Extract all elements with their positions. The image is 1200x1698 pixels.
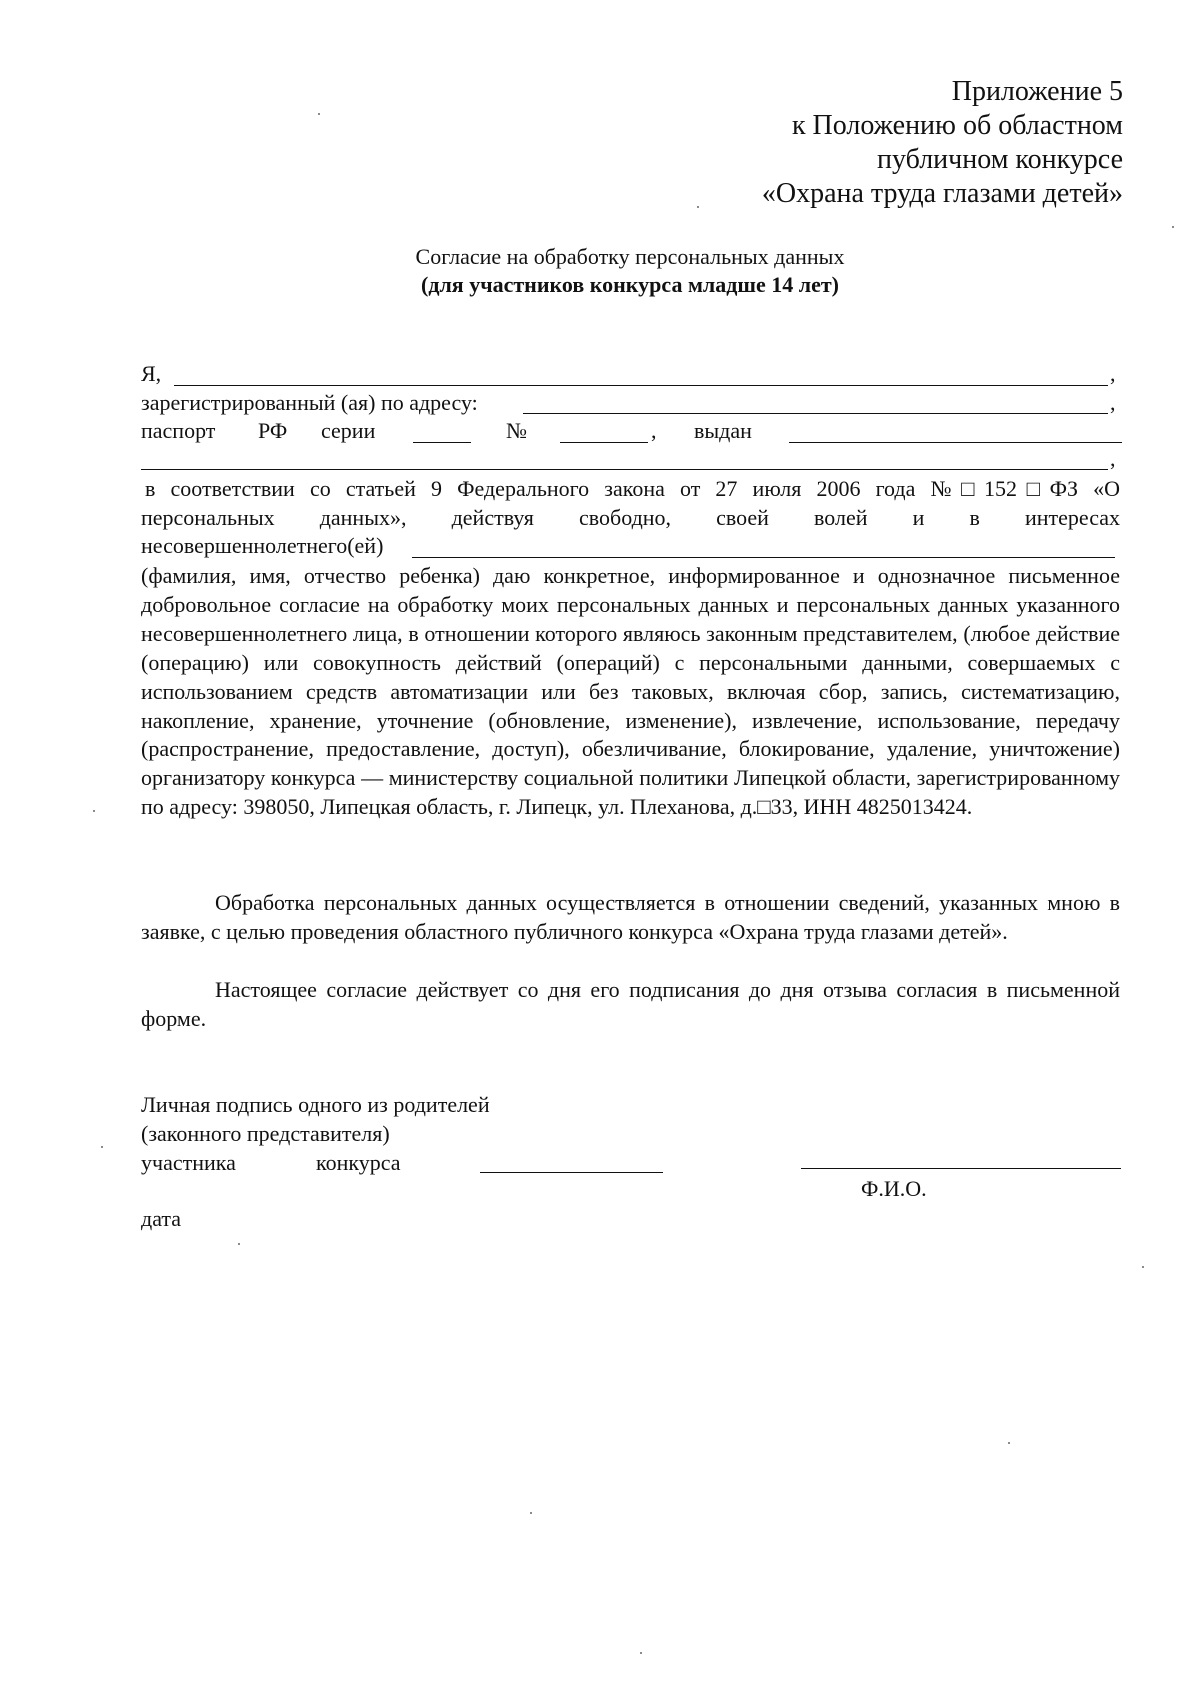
signature-label-line-3b: конкурса: [316, 1150, 401, 1175]
issued-by-continuation-field[interactable]: [141, 469, 1108, 470]
scan-speck: [238, 1243, 240, 1245]
scan-speck: [93, 810, 95, 812]
minor-label: несовершеннолетнего(ей): [141, 533, 384, 558]
child-name-field[interactable]: [412, 557, 1115, 558]
registered-address-label: зарегистрированный (ая) по адресу:: [141, 390, 478, 415]
validity-paragraph: Настоящее согласие действует со дня его подписания до дня отзыва согласия в письменной форме.: [141, 977, 1120, 1031]
address-field[interactable]: [523, 413, 1108, 414]
signature-label-line-2: (законного представителя): [141, 1121, 390, 1146]
full-name-field[interactable]: [174, 385, 1108, 386]
scan-speck: [1172, 226, 1174, 228]
scan-speck: [318, 113, 320, 115]
series-label: серии: [321, 418, 376, 443]
comma-mark: ,: [1110, 361, 1116, 386]
scan-speck: [1008, 1442, 1010, 1444]
comma-mark: ,: [651, 418, 657, 443]
body-line-2: персональных данных», действуя свободно, своей волей и в интересах: [141, 505, 1120, 530]
issued-label: выдан: [694, 418, 752, 443]
comma-mark: ,: [1110, 390, 1116, 415]
processing-paragraph: Обработка персональных данных осуществляется в отношении сведений, указанных мною в заявке, с целью проведения областного публичного конкурса «Охрана труда глазами детей».: [141, 890, 1120, 944]
appendix-line-4: «Охрана труда глазами детей»: [761, 178, 1123, 209]
scan-speck: [697, 206, 699, 208]
appendix-line-3: публичном конкурсе: [877, 144, 1123, 175]
document-subtitle: (для участников конкурса младше 14 лет): [421, 272, 839, 297]
passport-series-field[interactable]: [413, 442, 471, 443]
signature-field[interactable]: [480, 1172, 663, 1173]
scan-speck: [530, 1512, 532, 1514]
document-title: Согласие на обработку персональных данных: [415, 244, 845, 269]
date-label: дата: [141, 1206, 182, 1231]
issued-by-field[interactable]: [789, 442, 1122, 443]
rf-label: РФ: [258, 418, 288, 443]
signature-label-line-3a: участника: [141, 1150, 236, 1175]
main-paragraph: (фамилия, имя, отчество ребенка) даю конкретное, информированное и однозначное письменное добровольное согласие на обработку моих персональных данных и персональных данных указанного несовершеннолетнего лица, в отношении которого являюсь законным представителем, (любое действие (операцию) или совокупность действий (операций) с персональными данными, совершаемых с использованием средств автоматизации или без таковых, включая сбор, запись, систематизацию, накопление, хранение, уточнение (обновление, изменение), извлечение, использование, передачу (распространение, предоставление, доступ), обезличивание, блокирование, удаление, уничтожение) организатору конкурса — министерству социальной политики Липецкой области, зарегистрированному по адресу: 398050, Липецкая область, г. Липецк, ул. Плеханова, д.□33, ИНН 4825013424.: [141, 563, 1120, 820]
number-label: №: [506, 418, 527, 443]
appendix-line-1: Приложение 5: [951, 76, 1123, 107]
scan-speck: [101, 1146, 103, 1148]
passport-number-field[interactable]: [560, 442, 648, 443]
fio-label: Ф.И.О.: [861, 1176, 927, 1201]
signature-label-line-1: Личная подпись одного из родителей: [141, 1092, 490, 1117]
comma-mark: ,: [1110, 446, 1116, 471]
scan-speck: [640, 1652, 642, 1654]
passport-label: паспорт: [141, 418, 216, 443]
appendix-line-2: к Положению об областном: [791, 110, 1123, 141]
i-label: Я,: [141, 361, 162, 386]
fio-field[interactable]: [801, 1168, 1121, 1169]
body-line-1: в соответствии со статьей 9 Федерального закона от 27 июля 2006 года №□152□ФЗ «О: [145, 476, 1120, 501]
scan-speck: [1142, 1266, 1144, 1268]
